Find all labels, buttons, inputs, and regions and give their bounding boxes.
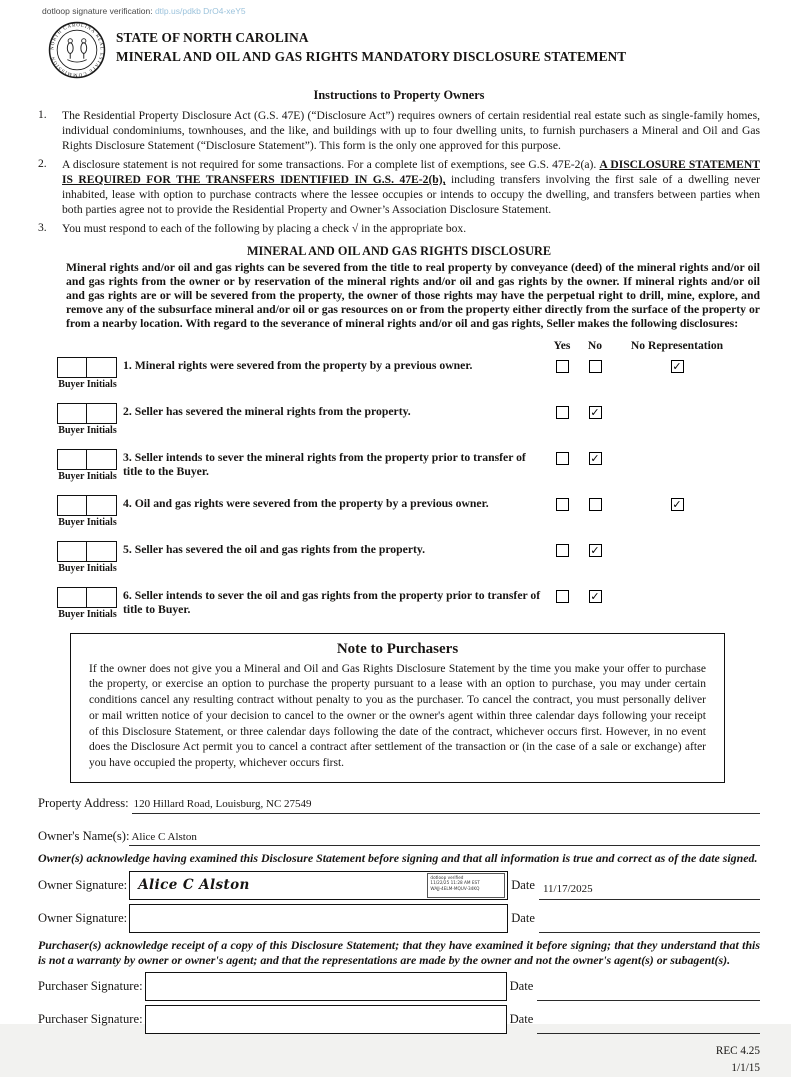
instructions-list <box>38 108 760 237</box>
buyer-initials-box[interactable] <box>57 541 88 562</box>
disclosure-statement-2: 2. Seller has severed the mineral rights from the property. <box>123 404 411 418</box>
disclosure-statement-5: 5. Seller has severed the oil and gas rights from the property. <box>123 542 426 556</box>
instruction-2-emphasis: A DISCLOSURE STATEMENT IS REQUIRED FOR THE TRANSFERS IDENTIFIED IN G.S. 47E-2(b), <box>62 158 760 187</box>
yes-checkbox[interactable] <box>556 360 569 373</box>
yes-checkbox[interactable] <box>556 498 569 511</box>
buyer-initials-box[interactable] <box>86 357 117 378</box>
title-line-2: MINERAL AND OIL AND GAS RIGHTS MANDATORY DISCLOSURE STATEMENT <box>116 49 627 65</box>
no-representation-column-header: No Representation <box>630 338 724 352</box>
stamp-line-1: dotloop verified <box>430 874 464 880</box>
stamp-line-3: WAJJ-4ELM-MQUV-34KQ <box>430 886 480 891</box>
disclosure-heading: MINERAL AND OIL AND GAS RIGHTS DISCLOSURE <box>246 243 552 258</box>
no-checkbox[interactable]: ✓ <box>590 451 600 465</box>
no-checkbox[interactable]: ✓ <box>590 405 600 419</box>
disclosure-statement-3: 3. Seller intends to sever the mineral rights from the property prior to transfer of title to the Buyer. <box>123 450 526 479</box>
no-checkbox[interactable]: ✓ <box>590 543 600 557</box>
nc-real-estate-commission-seal-icon <box>48 21 106 79</box>
purchaser-date-field-1[interactable] <box>537 984 760 1001</box>
owner-name-row <box>38 829 760 847</box>
buyer-initials-box[interactable] <box>57 449 88 470</box>
stamp-line-2: 11/22/25 11:28 AM EST <box>430 880 480 886</box>
svg-text:NORTH CAROLINA REAL ESTATE COM: NORTH CAROLINA REAL ESTATE COMMISSION <box>50 23 104 77</box>
buyer-initials-box[interactable] <box>57 403 88 424</box>
date-label: Date <box>511 910 535 925</box>
buyer-initials-box[interactable] <box>57 587 88 608</box>
form-footer <box>38 1043 760 1077</box>
instruction-2-post: including transfers involving the first sale of a dwelling never inhabited, lease with option to purchase contracts where the lessee occupies or intends to occupy the dwelling, and transfers between parties when both parties agree not to provide the Residential Property and Owner’s Association Disclosure Statement. <box>62 173 761 217</box>
yes-checkbox[interactable] <box>556 406 569 419</box>
dotloop-verified-stamp <box>427 873 505 898</box>
note-to-purchasers-box <box>70 633 725 783</box>
no-checkbox[interactable]: ✓ <box>590 589 600 603</box>
yes-checkbox[interactable] <box>556 452 569 465</box>
title-line-1: STATE OF NORTH CAROLINA <box>116 30 309 45</box>
buyer-initials-label: Buyer Initials <box>58 424 117 436</box>
purchaser-date-field-2[interactable] <box>537 1017 760 1034</box>
property-address-label: Property Address: <box>38 795 129 810</box>
disclosure-statement-1: 1. Mineral rights were severed from the property by a previous owner. <box>123 358 473 372</box>
purchaser-acknowledgement: Purchaser(s) acknowledge receipt of a copy of this Disclosure Statement; that they have examined it before signing; that they understand that this is not a warranty by owner or owner's agent; and that the representations are made by the owner and not the owner's agent(s) or subagent(s). <box>38 937 760 967</box>
disclosure-column-headers <box>57 339 760 352</box>
owner-signature-field-2[interactable] <box>129 904 508 933</box>
disclosure-row-1 <box>57 357 760 390</box>
disclosure-row-4 <box>57 495 760 528</box>
purchaser-signature-row-1 <box>38 972 760 1001</box>
no-checkbox[interactable] <box>589 498 602 511</box>
buyer-initials-group <box>57 495 118 528</box>
instruction-text-2 <box>62 157 760 217</box>
disclosure-row-6 <box>57 587 760 620</box>
owner-name-label: Owner's Name(s): <box>38 828 130 843</box>
property-address-field[interactable]: 120 Hillard Road, Louisburg, NC 27549 <box>132 798 760 814</box>
owner-signature-field[interactable] <box>129 871 508 900</box>
buyer-initials-box[interactable] <box>57 357 88 378</box>
buyer-initials-box[interactable] <box>86 541 117 562</box>
yes-checkbox[interactable] <box>556 590 569 603</box>
buyer-initials-box[interactable] <box>86 495 117 516</box>
disclosure-statement-4: 4. Oil and gas rights were severed from the property by a previous owner. <box>123 496 489 510</box>
note-title: Note to Purchasers <box>336 640 459 657</box>
buyer-initials-group <box>57 449 118 482</box>
form-date: 1/1/15 <box>731 1061 760 1074</box>
owner-date-field-1[interactable]: 11/17/2025 <box>539 883 760 900</box>
owner-signature-label: Owner Signature: <box>38 877 128 892</box>
buyer-initials-label: Buyer Initials <box>58 562 117 574</box>
buyer-initials-label: Buyer Initials <box>58 378 117 390</box>
form-version: REC 4.25 <box>715 1045 760 1058</box>
item-number: 1. <box>38 108 47 121</box>
form-header <box>0 16 791 79</box>
disclosure-statement-6: 6. Seller intends to sever the oil and gas rights from the property prior to transfer of title to Buyer. <box>123 588 541 617</box>
no-column-header: No <box>587 338 603 352</box>
buyer-initials-box[interactable] <box>86 403 117 424</box>
owner-signature-label: Owner Signature: <box>38 910 128 925</box>
note-body: If the owner does not give you a Mineral and Oil and Gas Rights Disclosure Statement by the time you make your offer to purchase the property, or exercise an option to purchase the property pursuant to a lease with an option to purchase, you may under certain conditions cancel any resulting contract without penalty to you as the purchaser. To cancel the contract, you must personally deliver or mail written notice of your decision to cancel to the owner or the owner's agent within three calendar days following your receipt of this Disclosure Statement, or three calendar days following the date of the contract, whichever occurs first. However, in no event does the Disclosure Act permit you to cancel a contract after settlement of the transaction or (in the case of a sale or exchange) after you have occupied the property, whichever occurs first. <box>89 662 706 770</box>
dotloop-verification-bar <box>0 0 791 16</box>
buyer-initials-label: Buyer Initials <box>58 470 117 482</box>
instruction-item-3 <box>38 221 760 236</box>
buyer-initials-label: Buyer Initials <box>58 516 117 528</box>
buyer-initials-group <box>57 541 118 574</box>
buyer-initials-group <box>57 403 118 436</box>
instructions-heading: Instructions to Property Owners <box>313 88 485 102</box>
owner-signature-script: Alice C Alston <box>138 877 250 894</box>
disclosure-row-5 <box>57 541 760 574</box>
verification-label: dotloop signature verification: <box>42 6 153 16</box>
instruction-text-3: You must respond to each of the following by placing a check √ in the appropriate box. <box>62 222 467 236</box>
instruction-text-1: The Residential Property Disclosure Act (G.S. 47E) (“Disclosure Act”) requires owners of certain residential real estate such as single-family homes, individual condominiums, townhouses, and the like, and buildings with up to four dwelling units, to furnish purchasers a Mineral and Oil and Gas Rights Disclosure Statement (“Disclosure Statement”). This form is the only one approved for this purpose. <box>62 109 760 153</box>
no-checkbox[interactable] <box>589 360 602 373</box>
purchaser-signature-label: Purchaser Signature: <box>38 1012 143 1027</box>
form-title <box>116 21 626 67</box>
yes-checkbox[interactable] <box>556 544 569 557</box>
buyer-initials-box[interactable] <box>57 495 88 516</box>
purchaser-signature-row-2 <box>38 1005 760 1034</box>
purchaser-signature-field-2[interactable] <box>145 1005 507 1034</box>
no-representation-checkbox[interactable]: ✓ <box>672 359 682 373</box>
property-address-row <box>38 796 760 814</box>
date-label: Date <box>509 979 534 994</box>
buyer-initials-group <box>57 357 118 390</box>
no-representation-checkbox[interactable]: ✓ <box>672 497 682 511</box>
disclosure-row-2 <box>57 403 760 436</box>
buyer-initials-group <box>57 587 118 620</box>
verification-link[interactable]: dtlp.us/pdkb DrO4-xeY5 <box>154 6 246 16</box>
owner-signature-row-2 <box>38 904 760 933</box>
date-label: Date <box>509 1012 534 1027</box>
instruction-item-2 <box>38 157 760 217</box>
owner-date-field-2[interactable] <box>539 916 760 933</box>
yes-column-header: Yes <box>553 338 571 352</box>
purchaser-signature-field-1[interactable] <box>145 972 507 1001</box>
purchaser-signature-label: Purchaser Signature: <box>38 979 143 994</box>
instruction-2-pre: A disclosure statement is not required for some transactions. For a complete list of exemptions, see G.S. 47E-2(a). <box>62 158 600 172</box>
disclosure-table <box>57 339 760 620</box>
disclosure-row-3 <box>57 449 760 482</box>
disclosure-intro: Mineral rights and/or oil and gas rights can be severed from the title to real property by conveyance (deed) of the mineral rights and/or oil and gas rights from the owner or by reservation of the mineral rights and/or oil and gas rights by the owner. If mineral rights and/or oil and gas rights are or will be severed from the property, the owner of those rights may have the perpetual right to drill, mine, explore, and remove any of the subsurface mineral and/or oil or gas resources on or from the property either directly from the surface of the property or from a nearby location. With regard to the severance of mineral rights and/or oil and gas rights, Seller makes the following disclosures: <box>66 260 760 330</box>
owner-acknowledgement: Owner(s) acknowledge having examined this Disclosure Statement before signing and that all information is true and correct as of the date signed. <box>38 851 758 866</box>
instruction-item-1 <box>38 108 760 153</box>
owner-signature-row-1 <box>38 871 760 900</box>
date-label: Date <box>511 877 535 892</box>
item-number: 2. <box>38 157 47 171</box>
buyer-initials-box[interactable] <box>86 449 117 470</box>
buyer-initials-label: Buyer Initials <box>58 608 117 620</box>
owner-name-field[interactable]: Alice C Alston <box>129 831 760 847</box>
buyer-initials-box[interactable] <box>86 587 117 608</box>
item-number: 3. <box>38 221 47 235</box>
